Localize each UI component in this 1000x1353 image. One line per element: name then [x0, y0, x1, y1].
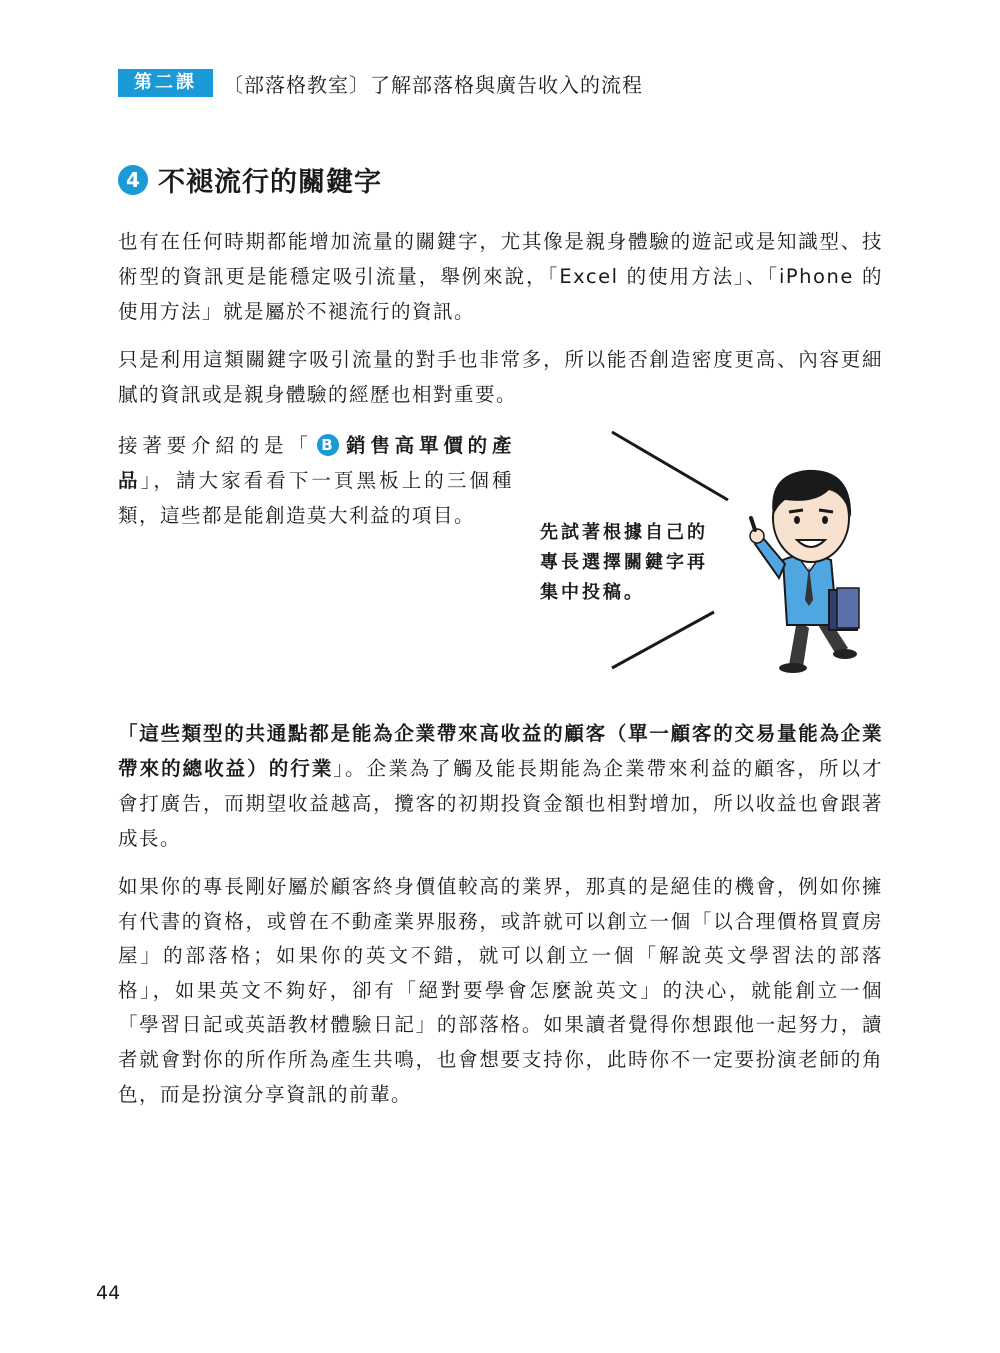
section-heading [118, 160, 382, 199]
paragraph-4-emphasis: 「這些類型的共通點都是能為企業帶來高收益的顧客（單一顧客的交易量能為企業帶來的總收益）的行業 [118, 722, 883, 780]
section-number-badge: 4 [118, 165, 148, 195]
paragraph-3-emphasis: 銷售高單價的產品 [118, 434, 513, 492]
speech-line-1: 先試著根據自己的 [540, 522, 708, 543]
speech-line-top [610, 430, 750, 510]
paragraph-5: 如果你的專長剛好屬於顧客終身價值較高的業界，那真的是絕佳的機會，例如你擁有代書的資格，或曾在不動產業界服務，或許就可以創立一個「以合理價格買賣房屋」的部落格；如果你的英文不錯，就可以創立一個「解說英文學習法的部落格」，如果英文不夠好，卻有「絕對要學會怎麼說英文」的決心，就能創立一個「學習日記或英語教材體驗日記」的部落格。如果讀者覺得你想跟他一起努力，讀者就會對你的所作所為產生共鳴，也會想要支持你，此時你不一定要扮演老師的角色，而是扮演分享資訊的前輩。 [118, 875, 883, 1106]
paragraph-1: 也有在任何時期都能增加流量的關鍵字，尤其像是親身體驗的遊記或是知識型、技術型的資訊更是能穩定吸引流量，舉例來說，「Excel 的使用方法」、「iPhone 的使用方法」就是屬於不褪流行的資訊。 [118, 230, 883, 323]
paragraph-3-rest: 」，請大家看看下一頁黑板上的三個種類，這些都是能創造莫大利益的項目。 [118, 469, 513, 527]
lesson-tag: 第二課 [118, 69, 213, 97]
speech-bubble-text [540, 518, 730, 608]
paragraph-2: 只是利用這類關鍵字吸引流量的對手也非常多，所以能否創造密度更高、內容更細膩的資訊或是親身體驗的經歷也相對重要。 [118, 348, 883, 406]
section-title: 不褪流行的關鍵字 [158, 167, 382, 198]
paragraph-4-rest: 」。企業為了觸及能長期能為企業帶來利益的顧客，所以才會打廣告，而期望收益越高，攬客的初期投資金額也相對增加，所以收益也會跟著成長。 [118, 757, 883, 850]
speech-line-2: 專長選擇關鍵字再 [540, 552, 708, 573]
paragraph-4 [118, 716, 883, 856]
pointing-man-illustration [745, 460, 875, 675]
chapter-title: 〔部落格教室〕了解部落格與廣告收入的流程 [223, 72, 643, 97]
b-badge-icon: B [317, 434, 339, 456]
speech-line-bottom [610, 608, 720, 672]
paragraph-3 [118, 428, 513, 533]
speech-line-3: 集中投稿。 [540, 582, 645, 603]
running-header [118, 68, 643, 98]
page-number: 44 [96, 1282, 121, 1304]
paragraph-3-lead: 接著要介紹的是「 [118, 434, 313, 457]
